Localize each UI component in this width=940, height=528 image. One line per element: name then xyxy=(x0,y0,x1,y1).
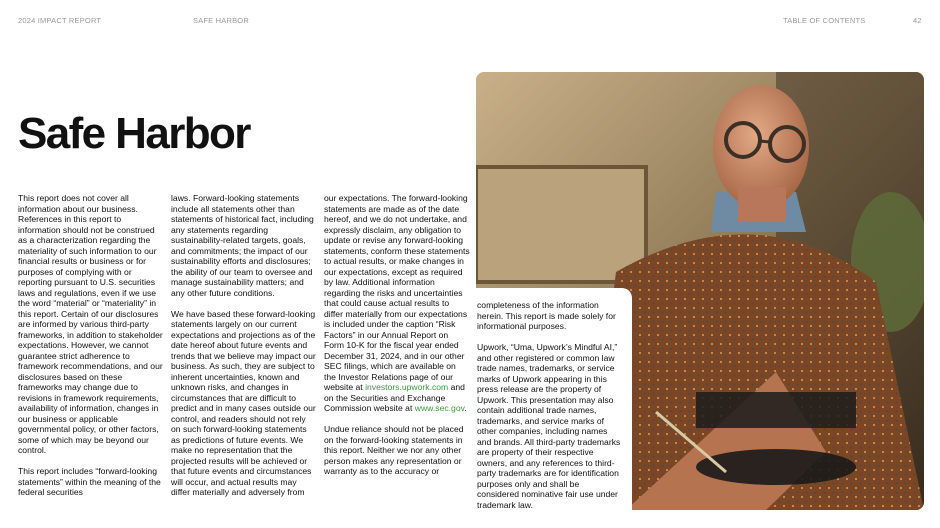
table-of-contents-link[interactable]: TABLE OF CONTENTS xyxy=(783,16,866,25)
paragraph-text: our expectations. The forward-looking statements are made as of the date hereof, and we do not undertake, and expressly disclaim, any obligation to update or revise any forward-looking statements, conform these statements to actual results, or make changes in our expectations, except as required by law. Additional information regarding the risks and uncertainties that could cause actual results to differ materially from our expectations is included under the caption “Risk Factors” in our Annual Report on Form 10-K for the fiscal year ended December 31, 2024, and in our other SEC filings, which are available on the Investor Relations page of our website at xyxy=(324,193,470,392)
paragraph: This report includes “forward-looking statements” within the meaning of the federal securities xyxy=(18,466,161,497)
text-column-4 xyxy=(477,300,623,521)
investor-relations-link[interactable]: investors.upwork.com xyxy=(365,382,449,392)
sec-website-link[interactable]: www.sec.gov xyxy=(414,403,465,413)
text-column-3 xyxy=(324,193,470,487)
section-name: SAFE HARBOR xyxy=(193,16,249,25)
paragraph xyxy=(324,193,470,414)
paragraph-text: and on the Securities and Exchange Commission website at xyxy=(324,382,465,413)
paragraph: We have based these forward-looking statements largely on our current expectations and projections as of the date hereof about future events and trends that we believe may impact our business. As such, they are subject to inherent uncertainties, known and unknown risks, and changes in circumstances that are difficult to predict and in many cases outside our control, and readers should not rely on such forward-looking statements as predictions of future events. We make no representation that the projected results will be achieved or that future events and circumstances will occur, and actual results may differ materially and adversely from xyxy=(171,308,316,497)
page-title: Safe Harbor xyxy=(18,109,250,158)
paragraph: This report does not cover all information about our business. References in this report to information should not be construed as a characterization regarding the materiality of such information to our financial results or business or for purposes of complying with or reporting pursuant to U.S. securities laws and regulations, even if we use the word “material” or “materiality” in this report. Certain of our disclosures are informed by various third-party frameworks, in addition to stakeholder expectations. However, we cannot guarantee strict adherence to framework recommendations, and our disclosures based on these frameworks may change due to revisions in framework requirements, availability of information, changes in our business or applicable governmental policy, or other factors, some of which may be beyond our control. xyxy=(18,193,163,455)
paragraph: completeness of the information herein. This report is made solely for informational purposes. xyxy=(477,300,616,331)
text-column-2 xyxy=(171,193,317,508)
report-name: 2024 IMPACT REPORT xyxy=(18,16,102,25)
paragraph: Upwork, “Uma, Upwork’s Mindful AI,” and other registered or common law trade names, trademarks, or service marks of Upwork appearing in this press release are the property of Upwork. This presentation may also contain additional trade names, trademarks, and service marks of other companies, including names and brands. All third-party trademarks are property of their respective owners, and any references to third-party trademarks are for identification purposes only and shall be considered nominative fair use under trademark law. xyxy=(477,342,621,510)
paragraph: laws. Forward-looking statements include all statements other than statements of historical fact, including any statements regarding sustainability-related targets, goals, and commitments; the impact of our sustainability efforts and disclosures; the ability of our team to oversee and manage sustainability matters; and any other future conditions. xyxy=(171,193,314,298)
paragraph-text: . xyxy=(464,403,467,413)
page-number: 42 xyxy=(913,16,922,25)
paragraph: Undue reliance should not be placed on the forward-looking statements in this report. Neither we nor any other person makes any representation or warranty as to the accuracy or xyxy=(324,424,464,476)
text-column-1 xyxy=(18,193,164,508)
